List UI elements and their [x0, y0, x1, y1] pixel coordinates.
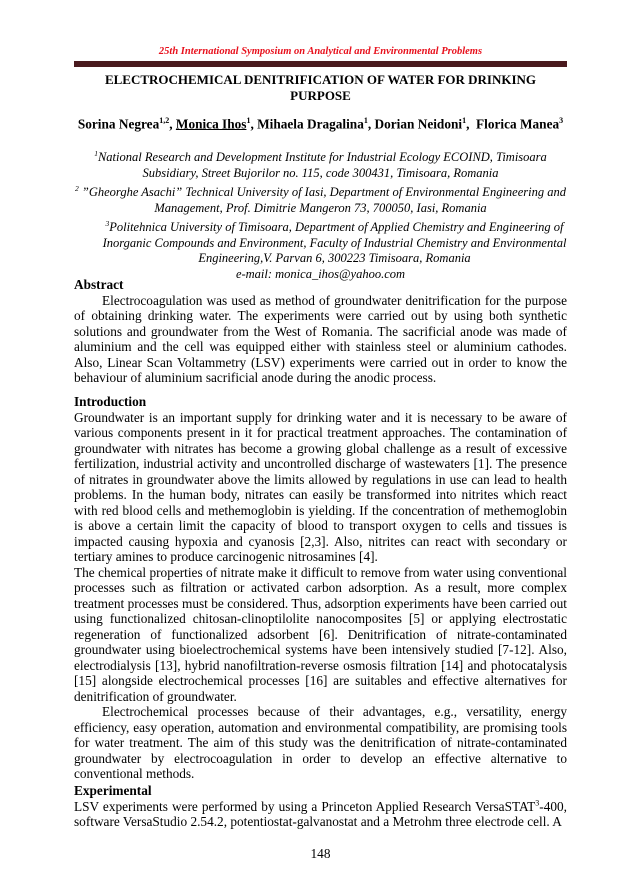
author-name: Florica Manea — [476, 116, 560, 132]
experimental-section — [74, 783, 567, 830]
affiliation-3-marker: 3 — [105, 219, 110, 229]
page-number: 148 — [310, 846, 331, 861]
experimental-heading: Experimental — [74, 783, 152, 798]
email-address[interactable]: e-mail: monica_ihos@yahoo.com — [235, 266, 406, 281]
introduction-paragraph-2: The chemical properties of nitrate make it difficult to remove from water using conventional processes such as filtration or activated carbon adsorption. As a result, more complex treatment processes must be considered. Thus, adsorption experiments have been carried out using functionalized chitosan-clinoptilolite nanocomposites [5] or applying electrostatic regeneration of functionalized adsorbent [6]. Denitrification of nitrate-contaminated groundwater using bioelectrochemical systems have been intensively studied [7-12]. Also, electrodialysis [13], hybrid nanofiltration-reverse osmosis filtration [14] and photocatalysis [15] alongside electrochemical processes [16] are suitables and effective alternatives for denitrification of groundwater. — [74, 564, 567, 704]
affiliations — [74, 146, 567, 282]
author-name: Dorian Neidoni — [374, 116, 463, 132]
author-name: Mihaela Dragalina — [257, 116, 364, 132]
author-name: Sorina Negrea — [77, 116, 160, 132]
experimental-text-part-1: LSV experiments were performed by using a Princeton Applied Research VersaSTAT — [74, 798, 536, 814]
paper-title: ELECTROCHEMICAL DENITRIFICATION OF WATER FOR DRINKING PURPOSE — [104, 72, 537, 103]
author-affiliation-marker: 1 — [246, 116, 251, 125]
author-affiliation-marker: 1 — [462, 116, 467, 125]
affiliation-2 — [74, 181, 567, 216]
author-affiliation-marker: 1,2 — [159, 116, 170, 125]
affiliation-1-marker: 1 — [94, 149, 98, 158]
author-list: Sorina Negrea$^{1,2}$, Monica Ihos$^1$, Mihaela Dragalina$^1$, Dorian Neidoni$^1$, Florica Manea$^3$ — [77, 116, 564, 132]
affiliation-3 — [74, 216, 567, 267]
experimental-paragraph — [74, 799, 567, 830]
author-affiliation-marker: 1 — [363, 116, 368, 125]
author-affiliation-marker: 3 — [559, 116, 564, 125]
running-head: 25th International Symposium on Analytical and Environmental Problems — [158, 46, 483, 57]
introduction-heading: Introduction — [74, 394, 147, 409]
introduction-section — [74, 394, 567, 782]
abstract-section — [74, 277, 567, 386]
author-name: Monica Ihos — [175, 116, 247, 132]
introduction-paragraph-3: Electrochemical processes because of their advantages, e.g., versatility, energy efficiency, easy operation, automation and environmental compatibility, are promising tools for water treatment. The aim of this study was the denitrification of nitrate-contaminated groundwater by electrocoagulation in order to develop an effective alternative to conventional methods. — [74, 704, 567, 781]
affiliation-2-marker: 2 — [75, 184, 79, 194]
affiliation-3-text: Politehnica University of Timisoara, Department of Applied Chemistry and Engineering of Inorganic Compounds and Environment, Faculty of Industrial Chemistry and Environmental Engineering,V. Parvan 6, 300223 Timisoara, Romania — [102, 220, 567, 266]
affiliation-2-text: ”Gheorghe Asachi” Technical University of Iasi, Department of Environmental Engineering and Management, Prof. Dimitrie Mangeron 73, 700050, Iasi, Romania — [78, 185, 566, 215]
header-bar — [74, 61, 567, 67]
experimental-text-part-2: -400, software VersaStudio 2.54.2, potentiostat-galvanostat and a Metrohm three electrode cell. A — [74, 798, 567, 829]
abstract-text: Electrocoagulation was used as method of groundwater denitrification for the purpose of obtaining drinking water. The experiments were carried out by using both synthetic solutions and groundwater from the West of Romania. The sacrificial anode was made of aluminium and the cell was equipped either with stainless steel or aluminium cathodes. Also, Linear Scan Voltammetry (LSV) experiments were carried out in order to know the behaviour of aluminium sacrificial anode during the anodic process. — [74, 292, 567, 385]
abstract-heading: Abstract — [74, 277, 124, 292]
introduction-paragraph-1: Groundwater is an important supply for drinking water and it is necessary to be aware of various components present in it for practical treatment approaches. The contamination of groundwater with nitrates has become a growing global challenge as a result of excessive fertilization, industrial activity and uncontrolled discharge of wastewaters [1]. The presence of nitrates in groundwater above the limits allowed by regulations in use can lead to health problems. In the human body, nitrates can easily be transformed into nitrites which react with red blood cells and methemoglobin is yielding. If the concentration of methemoglobin is above a certain limit the capacity of blood to transport oxygen to cells and tissues is impacted causing hypoxia and cyanosis [2,3]. Also, nitrites can react with secondary or tertiary amines to produce carcinogenic nitrosamines [4]. — [74, 409, 567, 564]
affiliation-1-text: National Research and Development Institute for Industrial Ecology ECOIND, Timisoara Subsidiary, Street Bujorilor no. 115, code 300431, Timisoara, Romania — [97, 150, 547, 180]
affiliation-1 — [74, 146, 567, 181]
experimental-superscript: 3 — [535, 798, 540, 808]
